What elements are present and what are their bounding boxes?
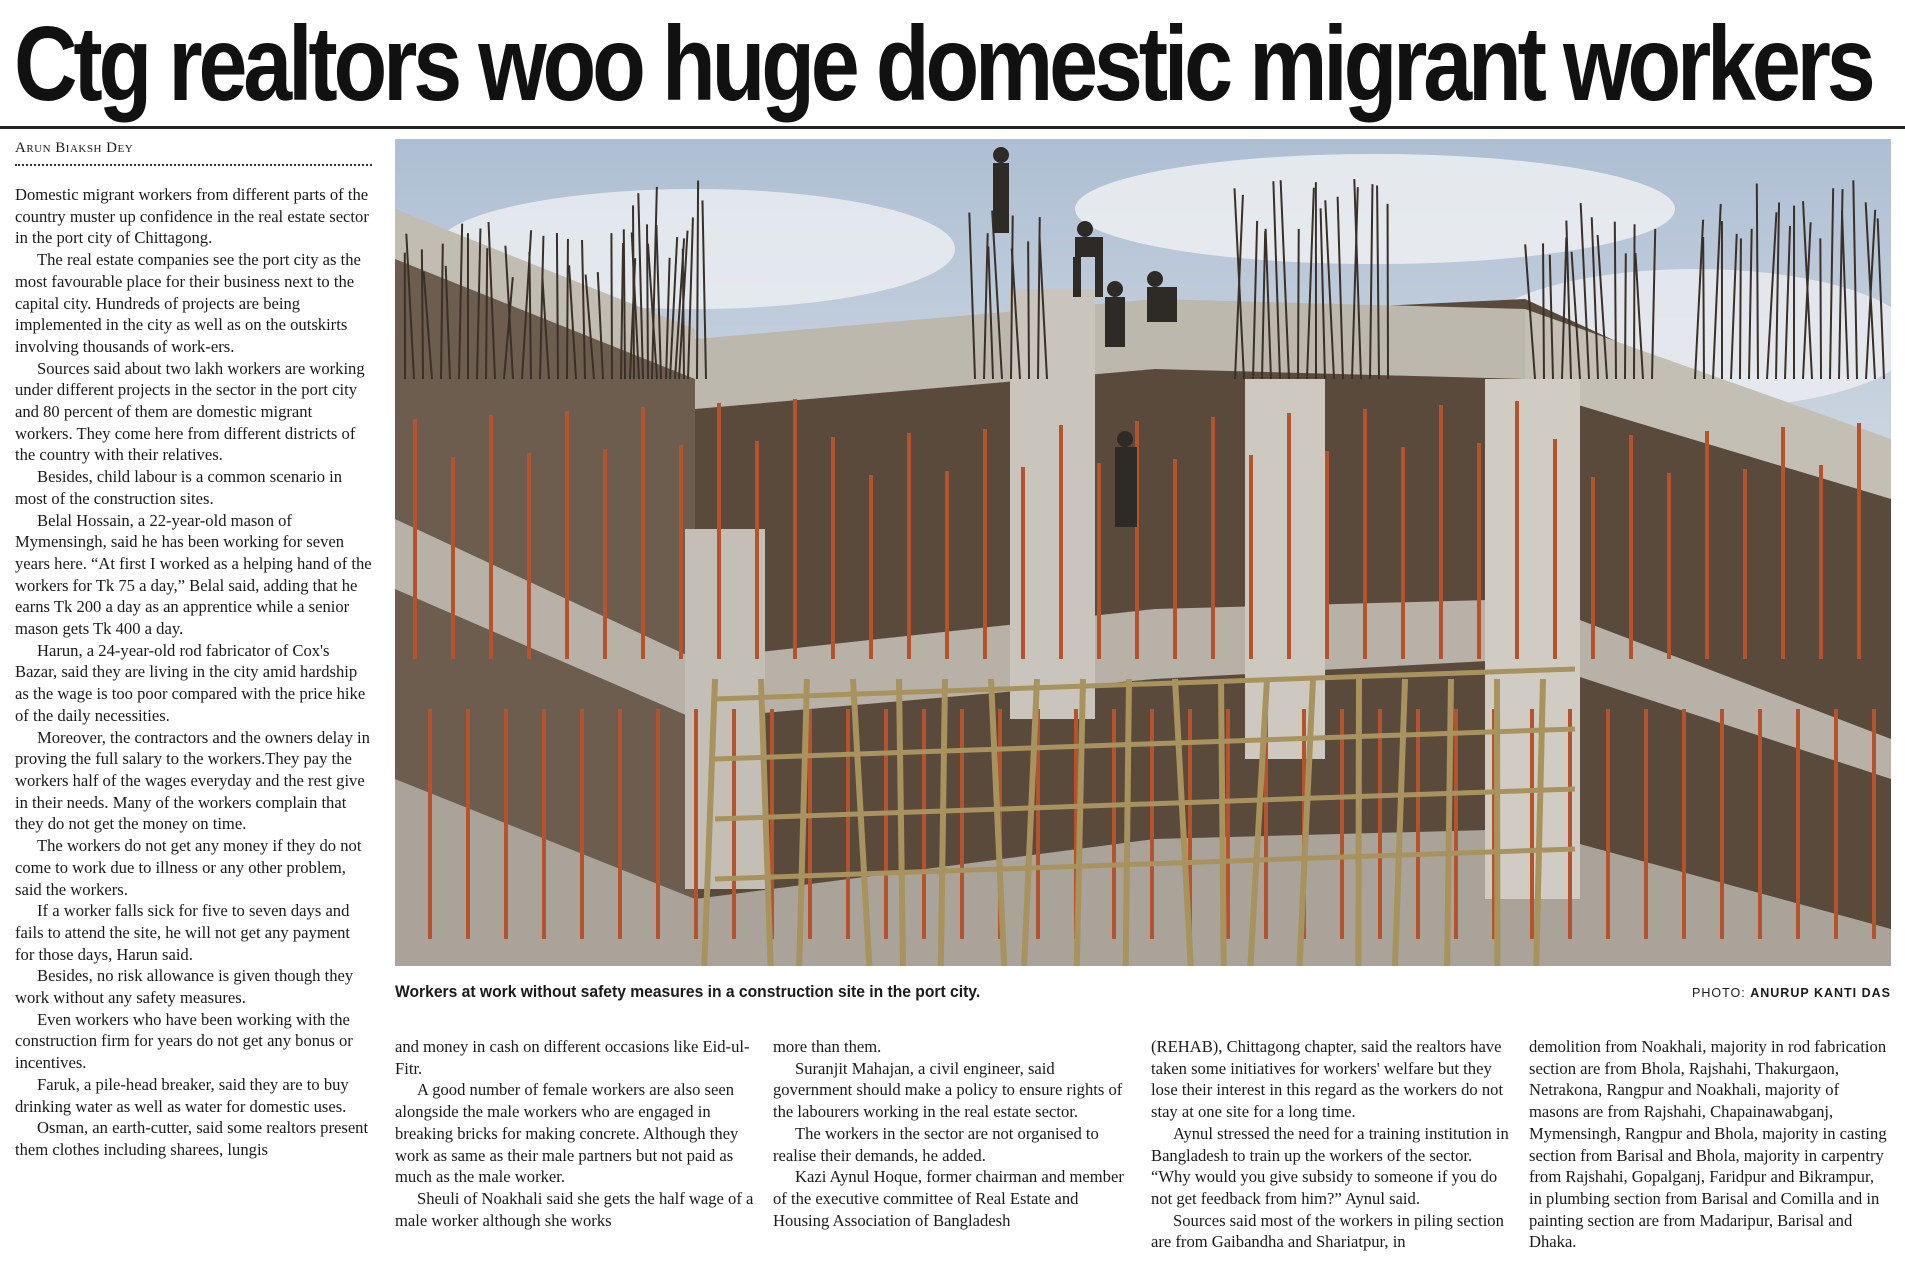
paragraph: Domestic migrant workers from different parts of the country muster up confidence in the real estate sector in the port city of Chittagong. <box>15 185 369 248</box>
paragraph: Faruk, a pile-head breaker, said they are to buy drinking water as well as water for domestic uses. <box>15 1074 349 1116</box>
rebar <box>633 205 634 379</box>
bamboo-pole <box>899 679 903 966</box>
paragraph: Moreover, the contractors and the owners delay in proving the full salary to the workers.They pay the workers half of the wages everyday and the rest give in their needs. Many of the workers complain that they do not get the money on time. <box>15 727 370 834</box>
article-column-5 <box>1529 1036 1891 1253</box>
paragraph: (REHAB), Chittagong chapter, said the realtors have taken some initiatives for workers' welfare but they lose their interest in this regard as the workers do not stay at one site for a long time. <box>1151 1037 1504 1122</box>
bamboo-pole <box>1221 679 1224 966</box>
paragraph: and money in cash on different occasions like Eid-ul-Fitr. <box>395 1037 750 1078</box>
bamboo-pole <box>941 679 945 966</box>
rebar <box>1543 243 1544 379</box>
article-column-1 <box>15 184 372 1161</box>
paragraph: Sources said most of the workers in piling section are from Gaibandha and Shariatpur, in <box>1151 1210 1504 1252</box>
rebar <box>1757 184 1758 379</box>
paragraph: The real estate companies see the port city as the most favourable place for their business next to the capital city. Hundreds of projects are being implemented in the city as well as on the outskirts involving thousands of work-ers. <box>15 250 361 356</box>
paragraph: If a worker falls sick for five to seven days and fails to attend the site, he will not get any payment for those days, Harun said. <box>15 901 351 964</box>
rebar <box>1625 253 1626 379</box>
paragraph: Besides, child labour is a common scenario in most of the construction sites. <box>15 467 343 508</box>
rebar <box>1298 229 1299 379</box>
photo-credit-name: ANURUP KANTI DAS <box>1750 986 1891 1000</box>
photo-credit <box>1692 986 1891 1000</box>
rebar <box>611 233 612 379</box>
byline: Arun Biaksh Dey <box>15 140 372 166</box>
rebar <box>1615 222 1616 379</box>
rebar <box>557 233 558 379</box>
paragraph: Harun, a 24-year-old rod fabricator of Cox's Bazar, said they are living in the city amid hardship as the wage is too poor compared with the price hike of the daily necessities. <box>15 640 366 725</box>
article-column-3 <box>773 1036 1133 1231</box>
paragraph: A good number of female workers are also seen alongside the male workers who are engaged in breaking bricks for making concrete. Although they work as same as their male partners but not paid as much as the male worker. <box>395 1080 739 1187</box>
bamboo-pole <box>1126 679 1129 966</box>
headline-rule <box>0 126 1905 129</box>
article-column-4 <box>1151 1036 1511 1253</box>
article-column-2 <box>395 1036 755 1231</box>
bamboo-pole <box>1447 679 1451 966</box>
construction-site-photo <box>395 139 1891 966</box>
paragraph: more than them. <box>773 1037 882 1056</box>
rebar <box>1820 238 1821 379</box>
rebar <box>1703 237 1704 379</box>
rebar <box>1740 238 1741 379</box>
paragraph: Kazi Aynul Hoque, former chairman and member of the executive committee of Real Estate and Housing Association of Bangladesh <box>773 1167 1124 1230</box>
rebar <box>697 180 698 379</box>
paragraph: demolition from Noakhali, majority in rod fabrication section are from Bhola, Rajshahi, Thakurgaon, Netrakona, Rangpur and Noakhali, majority of masons are from Rajshahi, Chapainawabganj, Mymensingh, Rangpur and Bhola, majority in casting section from Barisal and Bhola, majority in carpentry from Rajshahi, Gopalganj, Faridpur and Bikrampur, in plumbing section from Barisal and Comilla and in painting section are from Madaripur, Barisal and Dhaka. <box>1529 1037 1887 1252</box>
paragraph: Besides, no risk allowance is given though they work without any safety measures. <box>15 966 354 1008</box>
paragraph: Sheuli of Noakhali said she gets the half wage of a male worker although she works <box>395 1188 754 1230</box>
rebar <box>567 239 568 379</box>
paragraph: Aynul stressed the need for a training institution in Bangladesh to train up the workers of the sector. “Why would you give subsidy to someone if you do not get feedback from him?” Aynul said. <box>1151 1123 1509 1208</box>
paragraph: The workers do not get any money if they do not come to work due to illness or any other problem, said the workers. <box>15 836 362 899</box>
rebar <box>1634 224 1635 379</box>
bamboo-pole <box>1358 679 1359 966</box>
paragraph: Osman, an earth-cutter, said some realtors present them clothes including sharees, lungis <box>15 1118 369 1159</box>
rebar <box>1028 241 1029 379</box>
paragraph: The workers in the sector are not organised to realise their demands, he added. <box>773 1123 1099 1165</box>
rebar <box>624 229 625 379</box>
rebar <box>486 248 487 379</box>
paragraph: Sources said about two lakh workers are working under different projects in the sector in the port city and 80 percent of them are domestic migrant workers. They come here from different districts of the country with their relatives. <box>15 358 365 465</box>
paragraph: Suranjit Mahajan, a civil engineer, said government should make a policy to ensure rights of the labourers working in the real estate sector. <box>773 1058 1123 1122</box>
paragraph: Belal Hossain, a 22-year-old mason of Mymensingh, said he has been working for seven years here. “At first I worked as a helping hand of the workers for Tk 75 a day,” Belal said, adding that he earns Tk 200 a day as an apprentice while a senior mason gets Tk 400 a day. <box>15 510 372 639</box>
photo-caption: Workers at work without safety measures in a construction site in the port city. <box>395 982 981 1001</box>
photo-credit-label: PHOTO: <box>1692 986 1746 1000</box>
rebar <box>422 249 423 379</box>
paragraph: Even workers who have been working with the construction firm for years do not get any bonus or incentives. <box>15 1009 353 1073</box>
headline: Ctg realtors woo huge domestic migrant workers <box>14 5 1872 123</box>
